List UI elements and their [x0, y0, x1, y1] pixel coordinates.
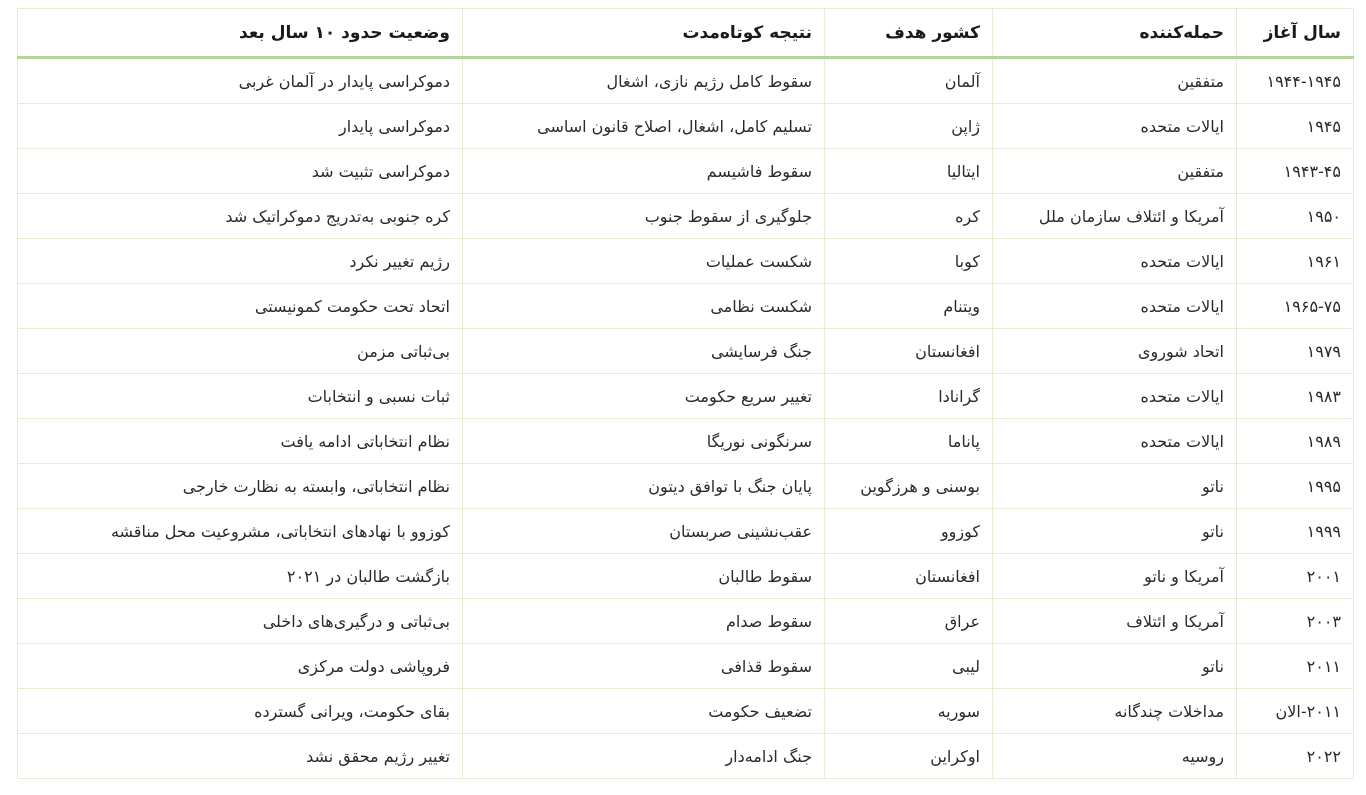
cell-ten-years: بی‌ثباتی و درگیری‌های داخلی: [18, 599, 463, 644]
cell-attacker: آمریکا و ائتلاف: [993, 599, 1237, 644]
cell-ten-years: بقای حکومت، ویرانی گسترده: [18, 689, 463, 734]
table-row: [18, 554, 1354, 599]
cell-short-term: جنگ ادامه‌دار: [463, 734, 825, 779]
table-header-row: [18, 9, 1354, 58]
cell-attacker: ناتو: [993, 464, 1237, 509]
header-attacker: حمله‌کننده: [993, 9, 1237, 58]
table-row: [18, 599, 1354, 644]
cell-ten-years: ثبات نسبی و انتخابات: [18, 374, 463, 419]
cell-year: ۱۹۴۴-۱۹۴۵: [1237, 58, 1354, 104]
cell-year: ۱۹۹۵: [1237, 464, 1354, 509]
table-row: [18, 194, 1354, 239]
cell-ten-years: فروپاشی دولت مرکزی: [18, 644, 463, 689]
cell-year: ۱۹۸۹: [1237, 419, 1354, 464]
table-row: [18, 689, 1354, 734]
cell-short-term: سرنگونی نوریگا: [463, 419, 825, 464]
cell-attacker: متفقین: [993, 58, 1237, 104]
cell-target: گرانادا: [825, 374, 993, 419]
cell-target: ایتالیا: [825, 149, 993, 194]
cell-ten-years: رژیم تغییر نکرد: [18, 239, 463, 284]
cell-year: ۱۹۴۵: [1237, 104, 1354, 149]
header-target: کشور هدف: [825, 9, 993, 58]
cell-target: آلمان: [825, 58, 993, 104]
interventions-table-container: [18, 8, 1354, 779]
table-row: [18, 329, 1354, 374]
cell-target: بوسنی و هرزگوین: [825, 464, 993, 509]
cell-year: ۱۹۵۰: [1237, 194, 1354, 239]
cell-year: ۱۹۸۳: [1237, 374, 1354, 419]
cell-short-term: سقوط صدام: [463, 599, 825, 644]
cell-short-term: جنگ فرسایشی: [463, 329, 825, 374]
cell-attacker: ایالات متحده: [993, 104, 1237, 149]
cell-target: اوکراین: [825, 734, 993, 779]
cell-attacker: متفقین: [993, 149, 1237, 194]
cell-target: عراق: [825, 599, 993, 644]
cell-attacker: اتحاد شوروی: [993, 329, 1237, 374]
cell-short-term: شکست نظامی: [463, 284, 825, 329]
cell-short-term: تسلیم کامل، اشغال، اصلاح قانون اساسی: [463, 104, 825, 149]
cell-attacker: ایالات متحده: [993, 284, 1237, 329]
cell-target: پاناما: [825, 419, 993, 464]
cell-year: ۱۹۶۵-۷۵: [1237, 284, 1354, 329]
cell-short-term: تغییر سریع حکومت: [463, 374, 825, 419]
cell-attacker: ایالات متحده: [993, 374, 1237, 419]
cell-ten-years: کوزوو با نهادهای انتخاباتی، مشروعیت محل مناقشه: [18, 509, 463, 554]
cell-year: ۱۹۹۹: [1237, 509, 1354, 554]
cell-attacker: مداخلات چندگانه: [993, 689, 1237, 734]
cell-attacker: روسیه: [993, 734, 1237, 779]
table-row: [18, 374, 1354, 419]
cell-year: ۱۹۴۳-۴۵: [1237, 149, 1354, 194]
cell-short-term: تضعیف حکومت: [463, 689, 825, 734]
header-short-term: نتیجه کوتاه‌مدت: [463, 9, 825, 58]
cell-attacker: ناتو: [993, 644, 1237, 689]
cell-short-term: سقوط فاشیسم: [463, 149, 825, 194]
cell-attacker: ایالات متحده: [993, 239, 1237, 284]
cell-year: ۱۹۶۱: [1237, 239, 1354, 284]
cell-attacker: ایالات متحده: [993, 419, 1237, 464]
cell-year: ۲۰۲۲: [1237, 734, 1354, 779]
cell-ten-years: نظام انتخاباتی، وابسته به نظارت خارجی: [18, 464, 463, 509]
cell-ten-years: دموکراسی پایدار: [18, 104, 463, 149]
table-row: [18, 734, 1354, 779]
cell-attacker: آمریکا و ناتو: [993, 554, 1237, 599]
cell-target: ویتنام: [825, 284, 993, 329]
cell-ten-years: بی‌ثباتی مزمن: [18, 329, 463, 374]
table-row: [18, 464, 1354, 509]
table-row: [18, 644, 1354, 689]
table-row: [18, 149, 1354, 194]
cell-short-term: سقوط قذافی: [463, 644, 825, 689]
cell-short-term: پایان جنگ با توافق دیتون: [463, 464, 825, 509]
cell-target: سوریه: [825, 689, 993, 734]
cell-short-term: سقوط کامل رژیم نازی، اشغال: [463, 58, 825, 104]
cell-target: کوزوو: [825, 509, 993, 554]
table-row: [18, 58, 1354, 104]
cell-ten-years: کره جنوبی به‌تدریج دموکراتیک شد: [18, 194, 463, 239]
header-year: سال آغاز: [1237, 9, 1354, 58]
table-row: [18, 509, 1354, 554]
table-row: [18, 419, 1354, 464]
cell-target: ژاپن: [825, 104, 993, 149]
cell-attacker: آمریکا و ائتلاف سازمان ملل: [993, 194, 1237, 239]
cell-short-term: شکست عملیات: [463, 239, 825, 284]
cell-target: کره: [825, 194, 993, 239]
cell-attacker: ناتو: [993, 509, 1237, 554]
cell-ten-years: تغییر رژیم محقق نشد: [18, 734, 463, 779]
cell-short-term: عقب‌نشینی صربستان: [463, 509, 825, 554]
cell-short-term: جلوگیری از سقوط جنوب: [463, 194, 825, 239]
cell-short-term: سقوط طالبان: [463, 554, 825, 599]
cell-year: ۲۰۰۱: [1237, 554, 1354, 599]
cell-target: افغانستان: [825, 329, 993, 374]
cell-year: ۲۰۰۳: [1237, 599, 1354, 644]
cell-ten-years: اتحاد تحت حکومت کمونیستی: [18, 284, 463, 329]
header-ten-years: وضعیت حدود ۱۰ سال بعد: [18, 9, 463, 58]
cell-ten-years: بازگشت طالبان در ۲۰۲۱: [18, 554, 463, 599]
cell-year: ۱۹۷۹: [1237, 329, 1354, 374]
interventions-table: [17, 8, 1354, 779]
cell-ten-years: نظام انتخاباتی ادامه یافت: [18, 419, 463, 464]
cell-target: افغانستان: [825, 554, 993, 599]
cell-year: ۲۰۱۱-الان: [1237, 689, 1354, 734]
cell-ten-years: دموکراسی پایدار در آلمان غربی: [18, 58, 463, 104]
cell-ten-years: دموکراسی تثبیت شد: [18, 149, 463, 194]
cell-target: لیبی: [825, 644, 993, 689]
table-row: [18, 104, 1354, 149]
table-row: [18, 284, 1354, 329]
cell-year: ۲۰۱۱: [1237, 644, 1354, 689]
table-body: [18, 58, 1354, 779]
cell-target: کوبا: [825, 239, 993, 284]
table-row: [18, 239, 1354, 284]
